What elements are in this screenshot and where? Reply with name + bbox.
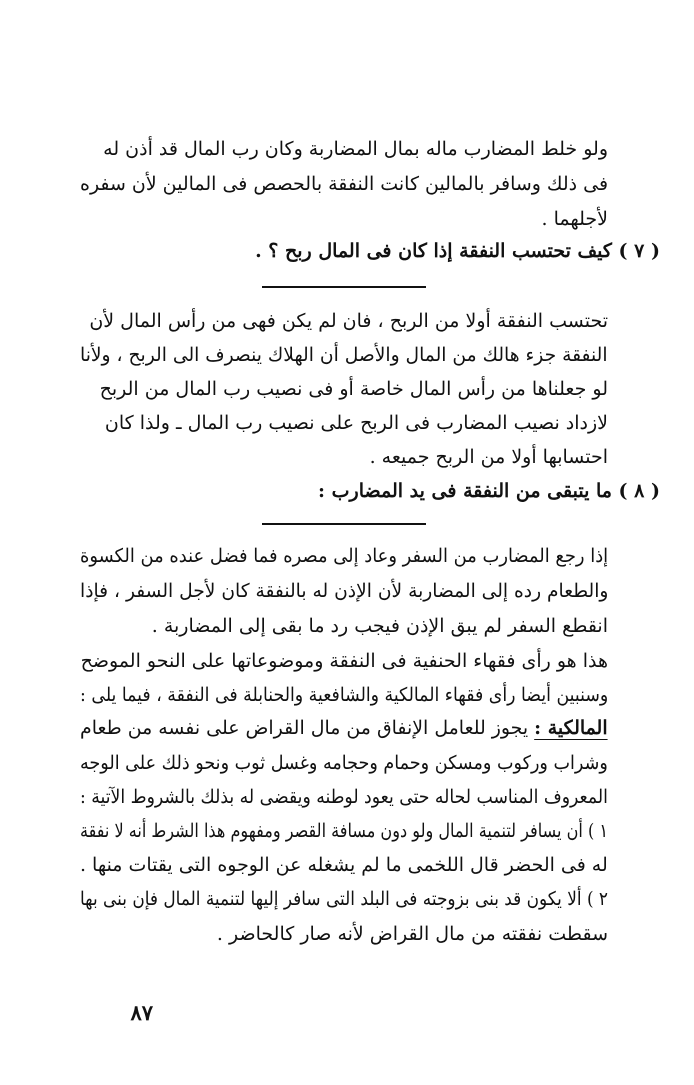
condition-2-line: ٢ ) ألا يكون قد بنى بزوجته فى البلد التى سافر إليها لتنمية المال فإن بنى بها: [79, 888, 608, 910]
divider: [262, 286, 426, 288]
page-number: ٨٧: [130, 1000, 153, 1025]
text-line: لأجلهما .: [541, 208, 608, 230]
text-line: والطعام رده إلى المضاربة لأن الإذن له بالنفقة كان لأجل السفر ، فإذا: [79, 580, 608, 602]
condition-1-line: له فى الحضر قال اللخمى ما لم يشغله عن الوجوه التى يقتات منها .: [80, 854, 608, 876]
text-line: إذا رجع المضارب من السفر وعاد إلى مصره فما فضل عنده من الكسوة: [79, 545, 608, 567]
text-line: [80, 713, 608, 743]
text-line: لو جعلناها من رأس المال خاصة أو فى نصيب رب المال من الربح: [99, 378, 608, 400]
text-line: وسنبين أيضا رأى فقهاء المالكية والشافعية والحنابلة فى النفقة ، فيما يلى :: [79, 684, 608, 706]
text-line: النفقة جزء هالك من المال والأصل أن الهلاك ينصرف الى الربح ، ولأنا: [80, 344, 608, 366]
text-line: لازداد نصيب المضارب فى الربح على نصيب رب المال ـ ولذا كان: [104, 412, 608, 434]
maliki-text: يجوز للعامل الإنفاق من مال القراض على نفسه من طعام: [80, 717, 529, 739]
maliki-label: المالكية :: [534, 717, 608, 739]
condition-1-line: ١ ) أن يسافر لتنمية المال ولو دون مسافة القصر ومفهوم هذا الشرط أنه لا نفقة: [79, 820, 608, 842]
text-line: فى ذلك وسافر بالمالين كانت النفقة بالحصص فى المالين لأن سفره: [79, 173, 608, 195]
text-line: احتسابها أولا من الربح جميعه .: [369, 446, 608, 468]
text-line: انقطع السفر لم يبق الإذن فيجب رد ما بقى إلى المضاربة .: [151, 615, 608, 637]
section-heading-7: ( ٧ ) كيف تحتسب النفقة إذا كان فى المال ربح ؟ .: [255, 240, 660, 262]
condition-2-line: سقطت نفقته من مال القراض لأنه صار كالحاضر .: [216, 923, 608, 945]
text-line: المعروف المناسب لحاله حتى يعود لوطنه ويقضى له بذلك بالشروط الآتية :: [80, 786, 608, 808]
section-heading-8: ( ٨ ) ما يتبقى من النفقة فى يد المضارب :: [318, 480, 660, 502]
text-line: وشراب وركوب ومسكن وحمام وحجامه وغسل ثوب ونحو ذلك على الوجه: [80, 752, 608, 774]
text-line: تحتسب النفقة أولا من الربح ، فان لم يكن فهى من رأس المال لأن: [89, 310, 608, 332]
text-line: هذا هو رأى فقهاء الحنفية فى النفقة وموضوعاتها على النحو الموضح: [80, 650, 608, 672]
text-line: ولو خلط المضارب ماله بمال المضاربة وكان رب المال قد أذن له: [103, 138, 608, 160]
divider: [262, 523, 426, 525]
